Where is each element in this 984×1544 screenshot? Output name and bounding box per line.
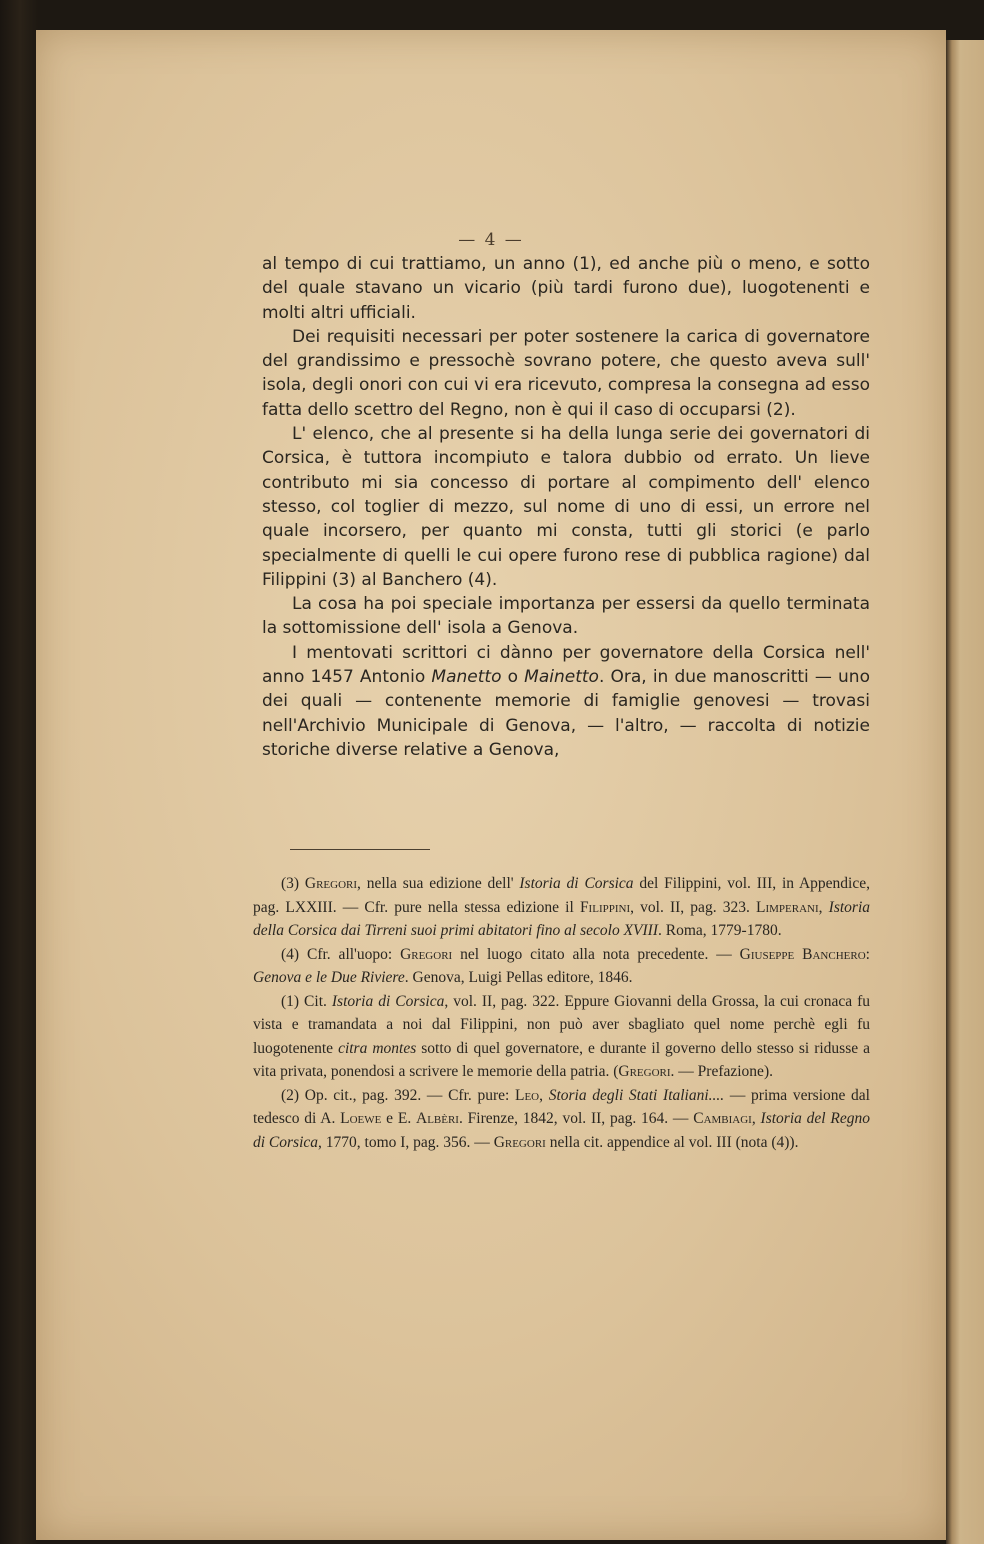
footnote-2-text: . Firenze, 1842, vol. II, pag. 164. —: [458, 1110, 694, 1127]
footnote-2-author-gregori: Gregori: [493, 1133, 546, 1151]
footnote-2: [253, 1084, 870, 1155]
footnote-2-text: — prima versione dal tedesco di A.: [253, 1086, 870, 1127]
footnote-3-text: . Roma, 1779-1780.: [658, 922, 782, 939]
paragraph-5-text-a: I mentovati scrittori ci dànno per governatore della Corsica nell' anno 1457 Antonio: [262, 642, 870, 688]
footnote-1-text: , vol. II, pag. 322. Eppure Giovanni della Grossa, la cui cronaca fu vista e tramandata a noi dal Filippini, non può aver sbagliato quel nome perchè egli fu luogotenente: [253, 992, 871, 1057]
footnote-3-author-filippini: Filippini: [579, 898, 631, 916]
paragraph-1: al tempo di cui trattiamo, un anno (1), ed anche più o meno, e sotto del quale stavano un vicario (più tardi furono due), luogotenenti e molti altri ufficiali.: [262, 254, 870, 323]
footnote-3-title-limperani: Istoria della Corsica dai Tirreni suoi primi abitatori fino al secolo XVIII: [253, 898, 871, 939]
footnote-2-text: ,: [539, 1086, 549, 1104]
footnote-1: [253, 990, 870, 1084]
footnote-2-title-storia: Storia degli Stati Italiani....: [548, 1086, 725, 1104]
footnote-2-title-regno: Istoria del Regno di Corsica: [253, 1110, 870, 1151]
footnote-2-text: (2) Op. cit., pag. 392. — Cfr. pure:: [281, 1086, 515, 1104]
main-text: [262, 252, 870, 762]
footnote-1-text: sotto di quel governatore, e durante il governo dello stesso si ridusse a vita privata, ponendosi a scrivere le memorie della patria. (: [253, 1039, 871, 1080]
footnote-4-text: nel luogo citato alla nota precedente. —: [452, 945, 740, 963]
next-page-edge: [946, 40, 984, 1544]
paragraph-3: L' elenco, che al presente si ha della lunga serie dei governatori di Corsica, è tuttora incompiuto e talora dubbio od errato. Un lieve contributo mi sia concesso di portare al compimento dell' elenco stesso, col toglier di mezzo, sul nome di uno di essi, un errore nel quale incorsero, per quanto mi consta, tutti gli storici (e parlo specialmente di quelli le cui opere furono rese di pubblica ragione) dal Filippini (3) al Banchero (4).: [262, 424, 870, 590]
footnote-2-author-leo: Leo: [514, 1086, 540, 1104]
footnote-4-text: (4) Cfr. all'uopo:: [281, 945, 401, 963]
footnote-4: [253, 943, 870, 990]
footnote-4-text: . Genova, Luigi Pellas editore, 1846.: [404, 969, 633, 986]
footnote-2-text: nella cit. appendice al vol. III (nota (4)).: [545, 1133, 799, 1151]
footnote-separator: [290, 849, 430, 850]
footnote-4-text: :: [865, 945, 870, 963]
footnote-1-text: (1) Cit.: [281, 992, 332, 1010]
footnote-3-title-istoria: Istoria di Corsica: [519, 875, 634, 892]
footnote-3-text: , vol. II, pag. 323.: [630, 898, 756, 916]
footnote-3-author-limperani: Limperani: [756, 898, 819, 916]
page-number: — 4 —: [458, 230, 524, 250]
footnote-2-author-alberi: Albèri: [416, 1110, 459, 1127]
footnote-3-text: (3): [281, 875, 305, 892]
footnote-2-text: ,: [751, 1110, 761, 1127]
footnote-2-text: , 1770, tomo I, pag. 356. —: [318, 1133, 494, 1151]
footnote-3-text: del Filippini, vol. III, in Appendice, pag. LXXIII. — Cfr. pure nella stessa edizione il: [253, 875, 870, 916]
footnote-1-phrase-citra-montes: citra montes: [338, 1039, 417, 1057]
governor-name-mainetto: Mainetto: [524, 667, 599, 688]
paragraph-5-text-c: . Ora, in due manoscritti — uno dei quali — contenente memorie di famiglie genovesi — trovasi nell'Archivio Municipale di Genova, — l'altro, — raccolta di notizie storiche diverse relative a Genova,: [262, 667, 870, 760]
footnote-4-title-genova: Genova e le Due Riviere: [253, 969, 405, 986]
footnote-1-title-istoria: Istoria di Corsica: [331, 992, 445, 1010]
governor-name-manetto: Manetto: [431, 667, 502, 688]
footnote-2-text: e E.: [381, 1110, 416, 1127]
footnote-3: [253, 872, 870, 943]
footnote-2-author-cambiagi: Cambiagi: [693, 1110, 752, 1127]
footnote-4-author-gregori: Gregori: [400, 945, 453, 963]
footnote-3-text: , nella sua edizione dell': [357, 875, 520, 892]
paragraph-2: Dei requisiti necessari per poter sostenere la carica di governatore del grandissimo e pressochè sovrano potere, che questo aveva sull' isola, degli onori con cui vi era ricevuto, compresa la consegna ad esso fatta dello scettro del Regno, non è qui il caso di occuparsi (2).: [262, 326, 870, 420]
footnote-3-text: ,: [818, 898, 829, 916]
footnote-2-author-loewe: Loewe: [340, 1110, 382, 1127]
footnote-3-author-gregori: Gregori: [304, 875, 358, 892]
footnotes: [253, 872, 870, 1154]
footnote-4-author-banchero: Giuseppe Banchero: [739, 945, 866, 963]
footnote-1-author-gregori: Gregori: [618, 1063, 671, 1080]
paragraph-5: [262, 641, 870, 762]
footnote-1-text: . — Prefazione).: [670, 1063, 773, 1080]
paragraph-4: La cosa ha poi speciale importanza per essersi da quello terminata la sottomissione dell' isola a Genova.: [262, 594, 870, 639]
paragraph-5-text-b: o: [501, 667, 525, 688]
